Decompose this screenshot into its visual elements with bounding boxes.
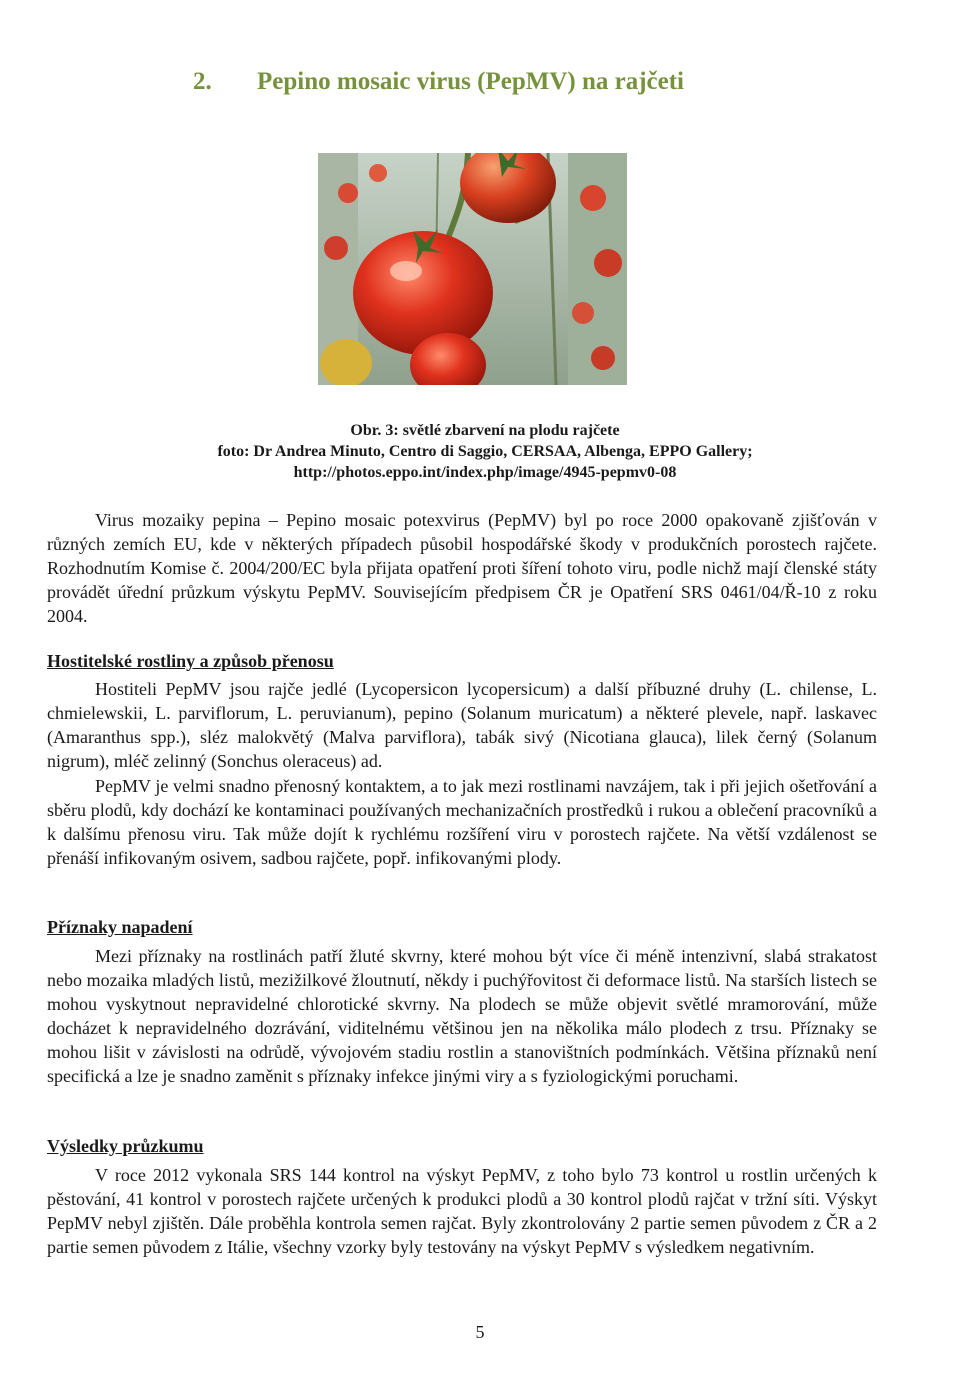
symptoms-heading: Příznaky napadení <box>47 917 193 937</box>
hosts-paragraph: Hostiteli PepMV jsou rajče jedlé (Lycopersicon lycopersicum) a další příbuzné druhy (L. chilense, L. chmielewskii, L. parviflorum, L. peruvianum), pepino (Solanum muricatum) a některé plevele, např. laskavec (Amaranthus spp.), sléz malokvětý (Malva parviflora), tabák sivý (Nicotiana glauca), lilek černý (Solanum nigrum), mléč zelinný (Sonchus oleraceus) ad. <box>47 679 877 771</box>
hosts-heading: Hostitelské rostliny a způsob přenosu <box>47 651 334 671</box>
figure-caption <box>100 420 870 483</box>
intro-paragraph: Virus mozaiky pepina – Pepino mosaic potexvirus (PepMV) byl po roce 2000 opakovaně zjišťován v různých zemích EU, kde v některých případech působil hospodářské škody v produkčních porostech rajčete. Rozhodnutím Komise č. 2004/200/EC byla přijata opatření proti šíření tohoto viru, podle nichž mají členské státy provádět úřední průzkum výskytu PepMV. Souvisejícím předpisem ČR je Opatření SRS 0461/04/Ř-10 z roku 2004. <box>47 510 877 626</box>
symptoms-paragraph: Mezi příznaky na rostlinách patří žluté skvrny, které mohou být více či méně intenzivní, slabá strakatost nebo mozaika mladých listů, mezižilkové žloutnutí, někdy i puchýřovitost či deformace listů. Na starších listech se mohou vyskytnout nepravidelné chlorotické skvrny. Na plodech se může objevit světlé mramorování, může docházet k nepravidelného dozrávání, viditelnému většinou jen na několika málo plodech z trsu. Příznaky se mohou lišit v závislosti na odrůdě, vývojovém stadiu rostlin a stanovištních podmínkách. Většina příznaků není specifická a lze je snadno zaměnit s příznaky infekce jinými viry a s fyziologickými poruchami. <box>47 946 877 1086</box>
transmission-paragraph: PepMV je velmi snadno přenosný kontaktem, a to jak mezi rostlinami navzájem, tak i při jejich ošetřování a sběru plodů, kdy dochází ke kontaminaci používaných mechanizačních prostředků i rukou a oblečení pracovníků a k dalšímu přenosu viru. Tak může dojít k rychlému rozšíření viru v porostech rajčete. Na větší vzdálenost se přenáší infikovaným osivem, sadbou rajčete, popř. infikovanými plody. <box>47 776 877 868</box>
results-heading: Výsledky průzkumu <box>47 1136 204 1156</box>
caption-credit: foto: Dr Andrea Minuto, Centro di Saggio, CERSAA, Albenga, EPPO Gallery; <box>217 443 753 460</box>
section-title: Pepino mosaic virus (PepMV) na rajčeti <box>257 68 685 95</box>
tomato-photo <box>318 153 627 385</box>
section-number: 2. <box>193 68 212 95</box>
section-heading <box>193 68 684 96</box>
page-number: 5 <box>475 1322 485 1342</box>
caption-url: http://photos.eppo.int/index.php/image/4945-pepmv0-08 <box>293 464 677 481</box>
caption-title: Obr. 3: světlé zbarvení na plodu rajčete <box>350 422 620 439</box>
results-paragraph: V roce 2012 vykonala SRS 144 kontrol na výskyt PepMV, z toho bylo 73 kontrol u rostlin určených k pěstování, 41 kontrol v porostech rajčete určených k produkci plodů a 30 kontrol plodů rajčat v tržní síti. Výskyt PepMV nebyl zjištěn. Dále proběhla kontrola semen rajčat. Byly zkontrolovány 2 partie semen původem z ČR a 2 partie semen původem z Itálie, všechny vzorky byly testovány na výskyt PepMV s výsledkem negativním. <box>47 1165 877 1257</box>
